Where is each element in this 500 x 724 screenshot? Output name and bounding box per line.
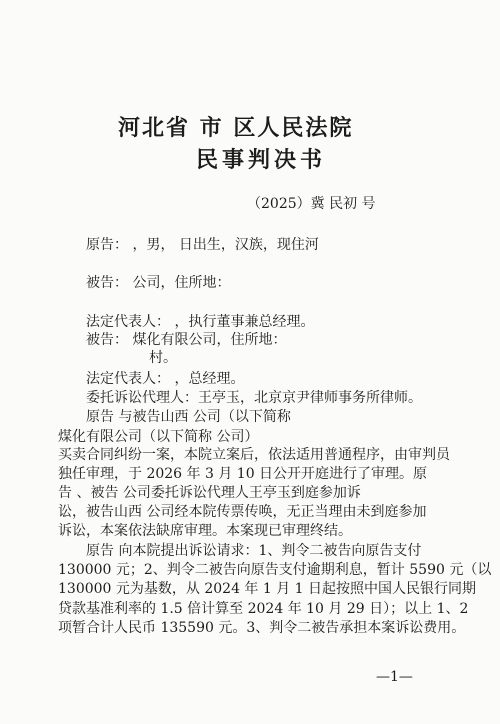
body-line: 讼，被告山西 公司经本院传票传唤，无正当理由未到庭参加 bbox=[58, 504, 427, 520]
body-line: 告 、被告 公司委托诉讼代理人王亭玉到庭参加诉 bbox=[58, 485, 361, 501]
body-line: 原告 与被告山西 公司（以下简称 bbox=[86, 409, 291, 425]
body-line: 130000 元；2、判令二被告向原告支付逾期利息，暂计 5590 元（以 bbox=[58, 562, 492, 578]
body-line: 委托诉讼代理人：王亭玉，北京京尹律师事务所律师。 bbox=[86, 390, 422, 406]
body-line: 诉讼，本案依法缺席审理。本案现已审理终结。 bbox=[58, 523, 352, 539]
body-line: 贷款基准利率的 1.5 倍计算至 2024 年 10 月 29 日）；以上 1、2 bbox=[58, 601, 469, 617]
body-line: 130000 元为基数，从 2024 年 1 月 1 日起按照中国人民银行同期 bbox=[58, 581, 477, 597]
court-name: 河北省 市 区人民法院 bbox=[118, 115, 354, 141]
body-line: 买卖合同纠纷一案，本院立案后，依法适用普通程序，由审判员 bbox=[58, 447, 450, 463]
page-number: —1— bbox=[376, 669, 413, 685]
body-line: 法定代表人： ，执行董事兼总经理。 bbox=[86, 314, 315, 330]
body-line: 煤化有限公司（以下简称 公司） bbox=[58, 429, 259, 445]
body-line: 法定代表人： ，总经理。 bbox=[86, 371, 245, 387]
case-number: （2025）冀 民初 号 bbox=[247, 196, 376, 212]
body-line: 项暂合计人民币 135590 元。3、判令二被告承担本案诉讼费用。 bbox=[58, 620, 466, 636]
body-line: 独任审理，于 2026 年 3 月 10 日公开开庭进行了审理。原 bbox=[58, 466, 428, 482]
document-title: 民事判决书 bbox=[196, 147, 327, 173]
body-line: 村。 bbox=[149, 350, 177, 366]
body-line: 原告 向本院提出诉讼请求：1、判令二被告向原告支付 bbox=[86, 543, 422, 559]
body-line: 被告： 公司，住所地： bbox=[86, 275, 231, 291]
body-line: 被告： 煤化有限公司，住所地： bbox=[86, 332, 287, 348]
body-line: 原告： ，男， 日出生，汉族，现住河 bbox=[86, 237, 319, 253]
